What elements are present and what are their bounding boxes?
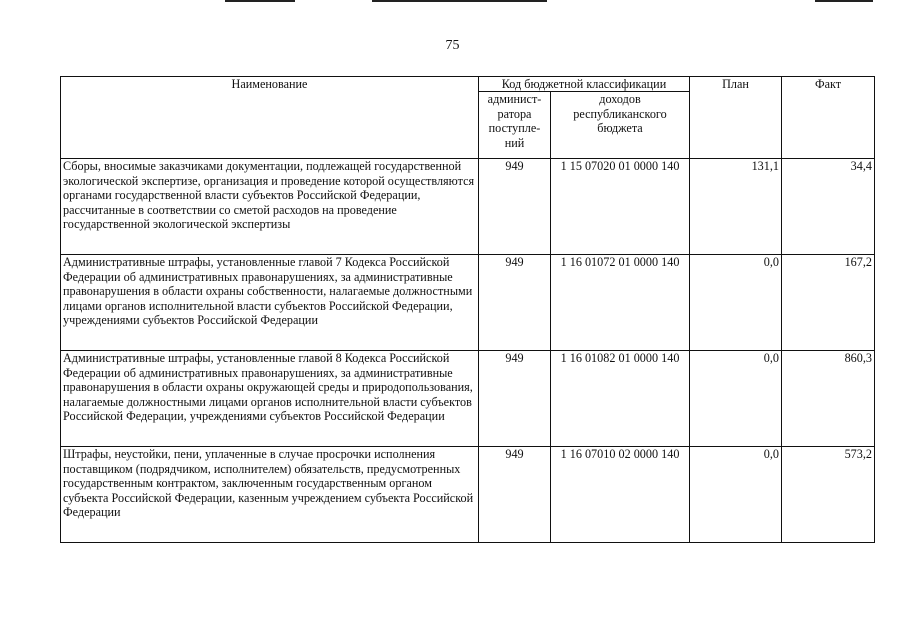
- header-plan: План: [690, 77, 782, 159]
- table-row: [61, 159, 875, 255]
- cell-income-code: 1 15 07020 01 0000 140: [551, 159, 690, 255]
- cell-income-code: 1 16 07010 02 0000 140: [551, 447, 690, 543]
- header-name: Наименование: [61, 77, 479, 159]
- table-row: [61, 447, 875, 543]
- cell-fact: 860,3: [782, 351, 875, 447]
- cell-admin-code: 949: [479, 255, 551, 351]
- cell-admin-code: 949: [479, 159, 551, 255]
- cell-fact: 34,4: [782, 159, 875, 255]
- table-row: [61, 255, 875, 351]
- cell-name: Сборы, вносимые заказчиками документации, подлежащей государственной экологической экспертизе, организация и проведение которой осуществляются органами государственной власти субъектов Российской Федерации, рассчитанные в соответствии со сметой расходов на проведение государственной экологической экспертизы: [61, 159, 479, 255]
- cell-name: Штрафы, неустойки, пени, уплаченные в случае просрочки исполнения поставщиком (подрядчиком, исполнителем) обязательств, предусмотренных государственным контрактом, заключенным государственным органом субъекта Российской Федерации, казенным учреждением субъекта Российской Федерации: [61, 447, 479, 543]
- cell-name: Административные штрафы, установленные главой 7 Кодекса Российской Федерации об административных правонарушениях, за административные правонарушения в области охраны собственности, налагаемые должностными лицами органов исполнительной власти субъектов Российской Федерации, учреждениями субъектов Российской Федерации: [61, 255, 479, 351]
- cell-plan: 131,1: [690, 159, 782, 255]
- cell-fact: 573,2: [782, 447, 875, 543]
- cell-admin-code: 949: [479, 447, 551, 543]
- header-income: доходов республиканского бюджета: [551, 92, 690, 159]
- scan-line: [815, 0, 873, 2]
- scan-line: [372, 0, 547, 2]
- cell-plan: 0,0: [690, 255, 782, 351]
- budget-table: [60, 76, 875, 543]
- page-number: 75: [445, 38, 460, 53]
- cell-income-code: 1 16 01082 01 0000 140: [551, 351, 690, 447]
- cell-admin-code: 949: [479, 351, 551, 447]
- header-code-group: Код бюджетной классификации: [479, 77, 690, 92]
- header-fact: Факт: [782, 77, 875, 159]
- cell-income-code: 1 16 01072 01 0000 140: [551, 255, 690, 351]
- cell-fact: 167,2: [782, 255, 875, 351]
- cell-name: Административные штрафы, установленные главой 8 Кодекса Российской Федерации об административных правонарушениях, за административные правонарушения в области охраны окружающей среды и природопользования, налагаемые должностными лицами органов исполнительной власти субъектов Российской Федерации, учреждениями субъектов Российской Федерации: [61, 351, 479, 447]
- cell-plan: 0,0: [690, 447, 782, 543]
- header-admin: админист-ратора поступле-ний: [479, 92, 551, 159]
- table-row: [61, 351, 875, 447]
- scan-line: [225, 0, 295, 2]
- header-row-1: [61, 77, 875, 92]
- cell-plan: 0,0: [690, 351, 782, 447]
